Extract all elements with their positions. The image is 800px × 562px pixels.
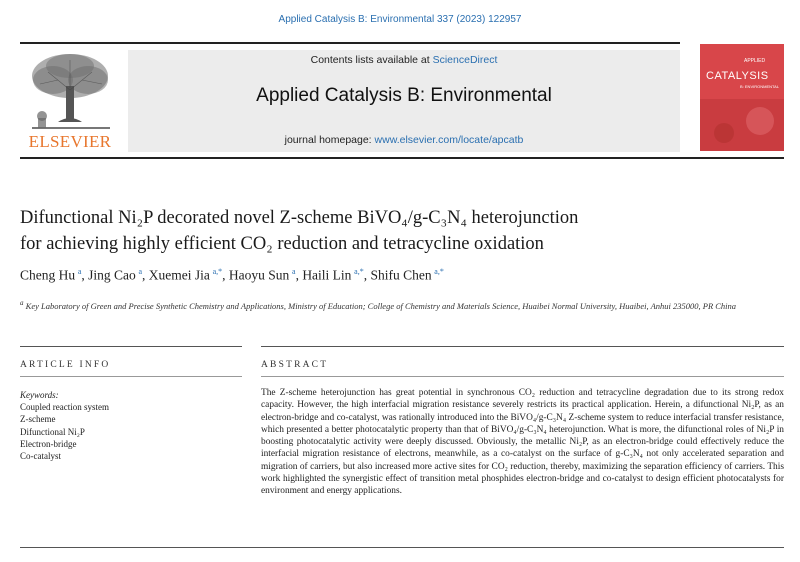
author-name[interactable]: Shifu Chen [370,267,432,283]
article-title-line-1: Difunctional Ni₂P decorated novel Z-scheme BiVO₄/g-C₃N₄ heterojunction [20,208,579,228]
keywords-block [20,389,240,462]
affiliation-text: Key Laboratory of Green and Precise Synthetic Chemistry and Applications, Ministry of Education; College of Chemistry and Materials Science, Huaibei Normal University, Huaibei, Anhui 235000, PR China [25,300,737,311]
header-rule-top [20,42,680,44]
header-rule-bottom [20,157,784,159]
affiliation-mark: a [20,299,24,307]
author-name[interactable]: Haoyu Sun [228,267,290,283]
keyword-item: Z-scheme [20,414,56,425]
contents-line: Contents lists available at ScienceDirect [310,54,498,66]
article-info-subrule [20,376,242,377]
affiliation [20,297,760,313]
abstract-heading: ABSTRACT [261,360,329,370]
cover-applied-text: APPLIED [744,58,766,64]
author-affil-mark[interactable]: a,* [354,267,364,276]
journal-cover-image[interactable] [700,44,784,151]
abstract-rule [261,346,784,347]
keyword-item: Difunctional Ni₂P [20,426,85,437]
article-info-rule [20,346,242,347]
keyword-item: Co-catalyst [20,451,61,462]
keyword-item: Electron-bridge [20,438,77,449]
author-name[interactable]: Jing Cao [88,267,136,283]
author-affil-mark[interactable]: a,* [212,267,223,276]
abstract-text: The Z-scheme heterojunction has great potential in synchronous CO₂ reduction and tetracycline degradation due to its strong redox capacity. However, the high interfacial migration resistance severely restricts its practical application. Herein, a difunctional Ni₂P, as an electron-bridge and co-catalyst, was rationally introduced into the BiVO₄/g-C₃N₄ Z-scheme system to reduce interfacial transfer resistance, which presented a better photocatalytic property than that of BiVO₄/g-C₃N₄ heterojunction. What is more, the difunctional roles of Ni₂P in boosting photocatalytic activity were deeply discussed. Obviously, the metallic Ni₂P, as an electron-bridge could effectively reduce the interfacial migration resistance of electrons, meanwhile, as a co-catalyst on the surface of g-C₃N₄ not only accelerated separation and migration of carriers, but also increased more active sites for CO₂ reduction, thereby, maximizing the separation efficiency of carriers. This work highlighted the synergistic effect of transition metal phosphides electron-bridge and co-catalyst to design efficient photocatalysts for environment and energy applications. [261,388,784,497]
keyword-item: Coupled reaction system [20,402,109,413]
journal-citation[interactable] [0,14,800,25]
article-info-heading: ARTICLE INFO [20,360,111,370]
author-affil-mark[interactable]: a [138,267,143,276]
author-list: Cheng Hu $^a$, Jing Cao $^a$, Xuemei Jia $^{a,*}$, Haoyu Sun $^a$, Haili Lin $^{a,*}$, Shifu Chen $^{a,*}$ [20,267,444,283]
article-title [20,205,760,257]
homepage-link[interactable]: www.elsevier.com/locate/apcatb [374,134,524,146]
citation-link[interactable]: Applied Catalysis B: Environmental 337 (2023) 122957 [278,14,522,25]
author-name[interactable]: Xuemei Jia [148,267,210,283]
abstract-subrule [261,376,784,377]
abstract-bottom-rule [20,547,784,548]
cover-artwork [700,99,784,151]
keywords-label: Keywords: [20,390,59,400]
cover-sub-text: B: ENVIRONMENTAL [740,84,780,89]
elsevier-wordmark: ELSEVIER [28,132,112,151]
author-affil-mark[interactable]: a,* [434,267,444,276]
article-title-line-2: for achieving highly efficient CO₂ reduction and tetracycline oxidation [20,234,544,254]
journal-title: Applied Catalysis B: Environmental [256,85,552,106]
author-name[interactable]: Cheng Hu [20,267,76,283]
author-affil-mark[interactable]: a [77,267,82,276]
sciencedirect-link[interactable]: ScienceDirect [432,54,498,66]
author-name[interactable]: Haili Lin [302,267,352,283]
cover-title-text: CATALYSIS [706,70,769,82]
author-affil-mark[interactable]: a [292,267,296,276]
homepage-line: journal homepage: www.elsevier.com/locate/apcatb [284,134,524,146]
